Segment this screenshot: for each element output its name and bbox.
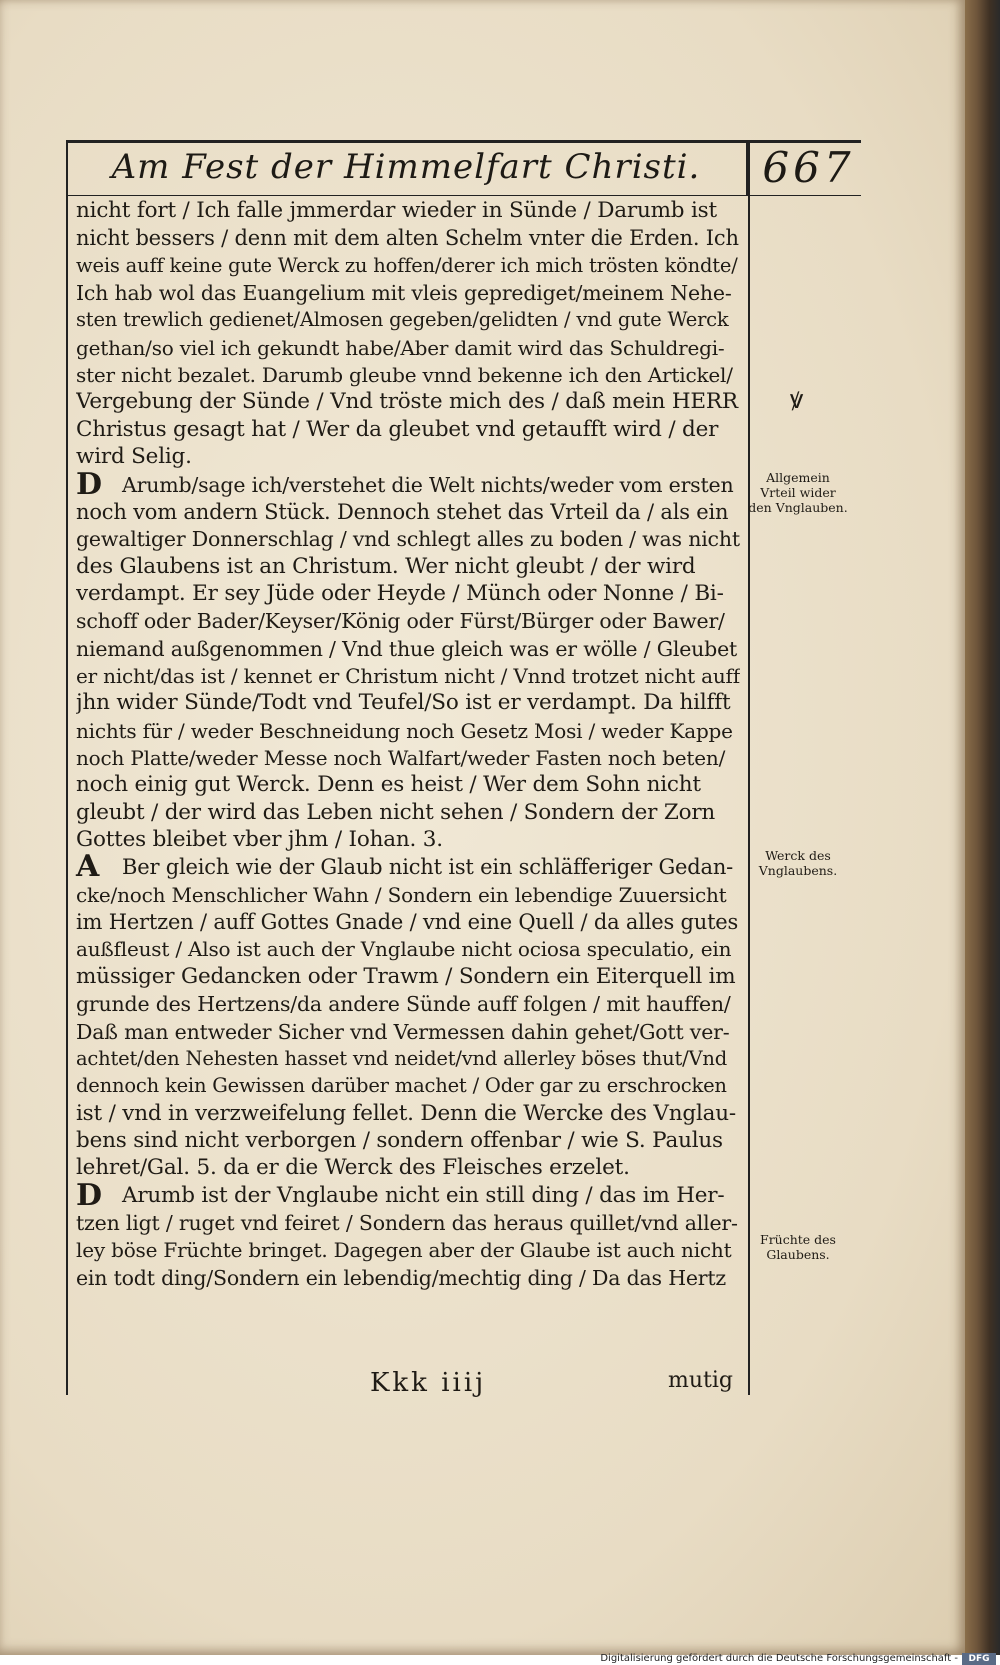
text-line: Ber gleich wie der Glaub nicht ist ein schläfferiger Gedan- [122, 855, 734, 880]
text-line: noch Platte/weder Messe noch Walfart/weder Fasten noch beten/ [76, 746, 726, 770]
text-line: nicht fort / Ich falle jmmerdar wieder in Sünde / Darumb ist [76, 198, 717, 223]
text-line: niemand außgenommen / Vnd thue gleich was er wölle / Gleubet [76, 636, 738, 661]
text-line: nichts für / weder Beschneidung noch Gesetz Mosi / weder Kappe [76, 718, 733, 743]
catchword: mutig [668, 1368, 733, 1393]
text-line: im Hertzen / auff Gottes Gnade / vnd eine Quell / da alles gutes [76, 910, 739, 935]
text-line: cke/noch Menschlicher Wahn / Sondern ein lebendige Zuuersicht [76, 882, 727, 907]
text-line: noch einig gut Werck. Denn es heist / Wer dem Sohn nicht [76, 772, 701, 798]
text-line: des Glaubens ist an Christum. Wer nicht gleubt / der wird [76, 553, 696, 579]
text-line: verdampt. Er sey Jüde oder Heyde / Münch oder Nonne / Bi- [76, 580, 724, 606]
text-line: müssiger Gedancken oder Trawm / Sondern ein Eiterquell im [76, 963, 736, 989]
text-line: Arumb ist der Vnglaube nicht ein still ding / das im Her- [122, 1182, 725, 1208]
margin-mark: ꝟ [790, 385, 804, 415]
text-line: noch vom andern Stück. Dennoch stehet das Vrteil da / als ein [76, 499, 729, 524]
margin-note-urteil: Allgemein Vrteil wider den Vnglauben. [748, 470, 848, 515]
drop-initial: D [76, 1177, 103, 1213]
text-line: ster nicht bezalet. Darumb gleube vnnd bekenne ich den Artickel/ [76, 363, 733, 388]
drop-initial: D [76, 466, 103, 502]
running-title: Am Fest der Himmelfart Christi. [111, 147, 701, 187]
text-line: lehret/Gal. 5. da er die Werck des Fleisches erzelet. [76, 1155, 630, 1181]
text-line: dennoch kein Gewissen darüber machet / Oder gar zu erschrocken [76, 1074, 727, 1098]
text-line: gewaltiger Donnerschlag / vnd schlegt alles zu boden / was nicht [76, 527, 740, 552]
text-line: achtet/den Nehesten hasset vnd neidet/vnd allerley böses thut/Vnd [76, 1046, 727, 1070]
text-line: ist / vnd in verzweifelung fellet. Denn die Wercke des Vnglau- [76, 1100, 736, 1126]
page-edge [965, 0, 1000, 1655]
text-line: schoff oder Bader/Keyser/König oder Fürst/Bürger oder Bawer/ [76, 609, 725, 634]
text-line: tzen ligt / ruget vnd feiret / Sondern das heraus quillet/vnd aller- [76, 1210, 738, 1235]
text-line: sten trewlich gedienet/Almosen gegeben/gelidten / vnd gute Werck [76, 308, 729, 332]
margin-note-werck: Werck des Vnglaubens. [758, 848, 838, 878]
text-line: außfleust / Also ist auch der Vnglaube nicht ociosa speculatio, ein [76, 937, 732, 962]
text-line: jhn wider Sünde/Todt vnd Teufel/So ist er verdampt. Da hilfft [76, 690, 731, 716]
digitization-credit: Digitalisierung gefördert durch die Deutsche Forschungsgemeinschaft - [600, 1653, 958, 1664]
text-line: ein todt ding/Sondern ein lebendig/mechtig ding / Da das Hertz [76, 1265, 727, 1290]
text-line: Gottes bleibet vber jhm / Iohan. 3. [76, 827, 443, 853]
text-line: bens sind nicht verborgen / sondern offenbar / wie S. Paulus [76, 1127, 723, 1153]
text-line: gleubt / der wird das Leben nicht sehen / Sondern der Zorn [76, 799, 716, 825]
text-line: Daß man entweder Sicher vnd Vermessen dahin gehet/Gott ver- [76, 1019, 730, 1044]
text-line: Arumb/sage ich/verstehet die Welt nichts/weder vom ersten [122, 472, 734, 497]
margin-note-fruechte: Früchte des Glaubens. [760, 1232, 836, 1262]
text-line: Vergebung der Sünde / Vnd tröste mich des / daß mein HERR [76, 389, 738, 415]
text-line: ley böse Früchte bringet. Dagegen aber der Glaube ist auch nicht [76, 1238, 732, 1263]
text-line: weis auff keine gute Werck zu hoffen/derer ich mich trösten köndte/ [76, 253, 738, 277]
page-number: 667 [762, 143, 855, 192]
text-line: Christus gesagt hat / Wer da gleubet vnd getaufft wird / der [76, 416, 719, 442]
text-line: nicht bessers / denn mit dem alten Schelm vnter die Erden. Ich [76, 226, 739, 251]
text-line: Ich hab wol das Euangelium mit vleis geprediget/meinem Nehe- [76, 281, 732, 306]
signature-mark: Kkk iiij [370, 1368, 487, 1398]
dfg-logo: DFG [962, 1653, 996, 1665]
text-line: er nicht/das ist / kennet er Christum nicht / Vnnd trotzet nicht auff [76, 663, 740, 688]
text-line: grunde des Hertzens/da andere Sünde auff folgen / mit hauffen/ [76, 992, 731, 1017]
drop-initial: A [76, 849, 100, 885]
text-line: wird Selig. [76, 444, 192, 470]
text-line: gethan/so viel ich gekundt habe/Aber damit wird das Schuldregi- [76, 335, 725, 360]
